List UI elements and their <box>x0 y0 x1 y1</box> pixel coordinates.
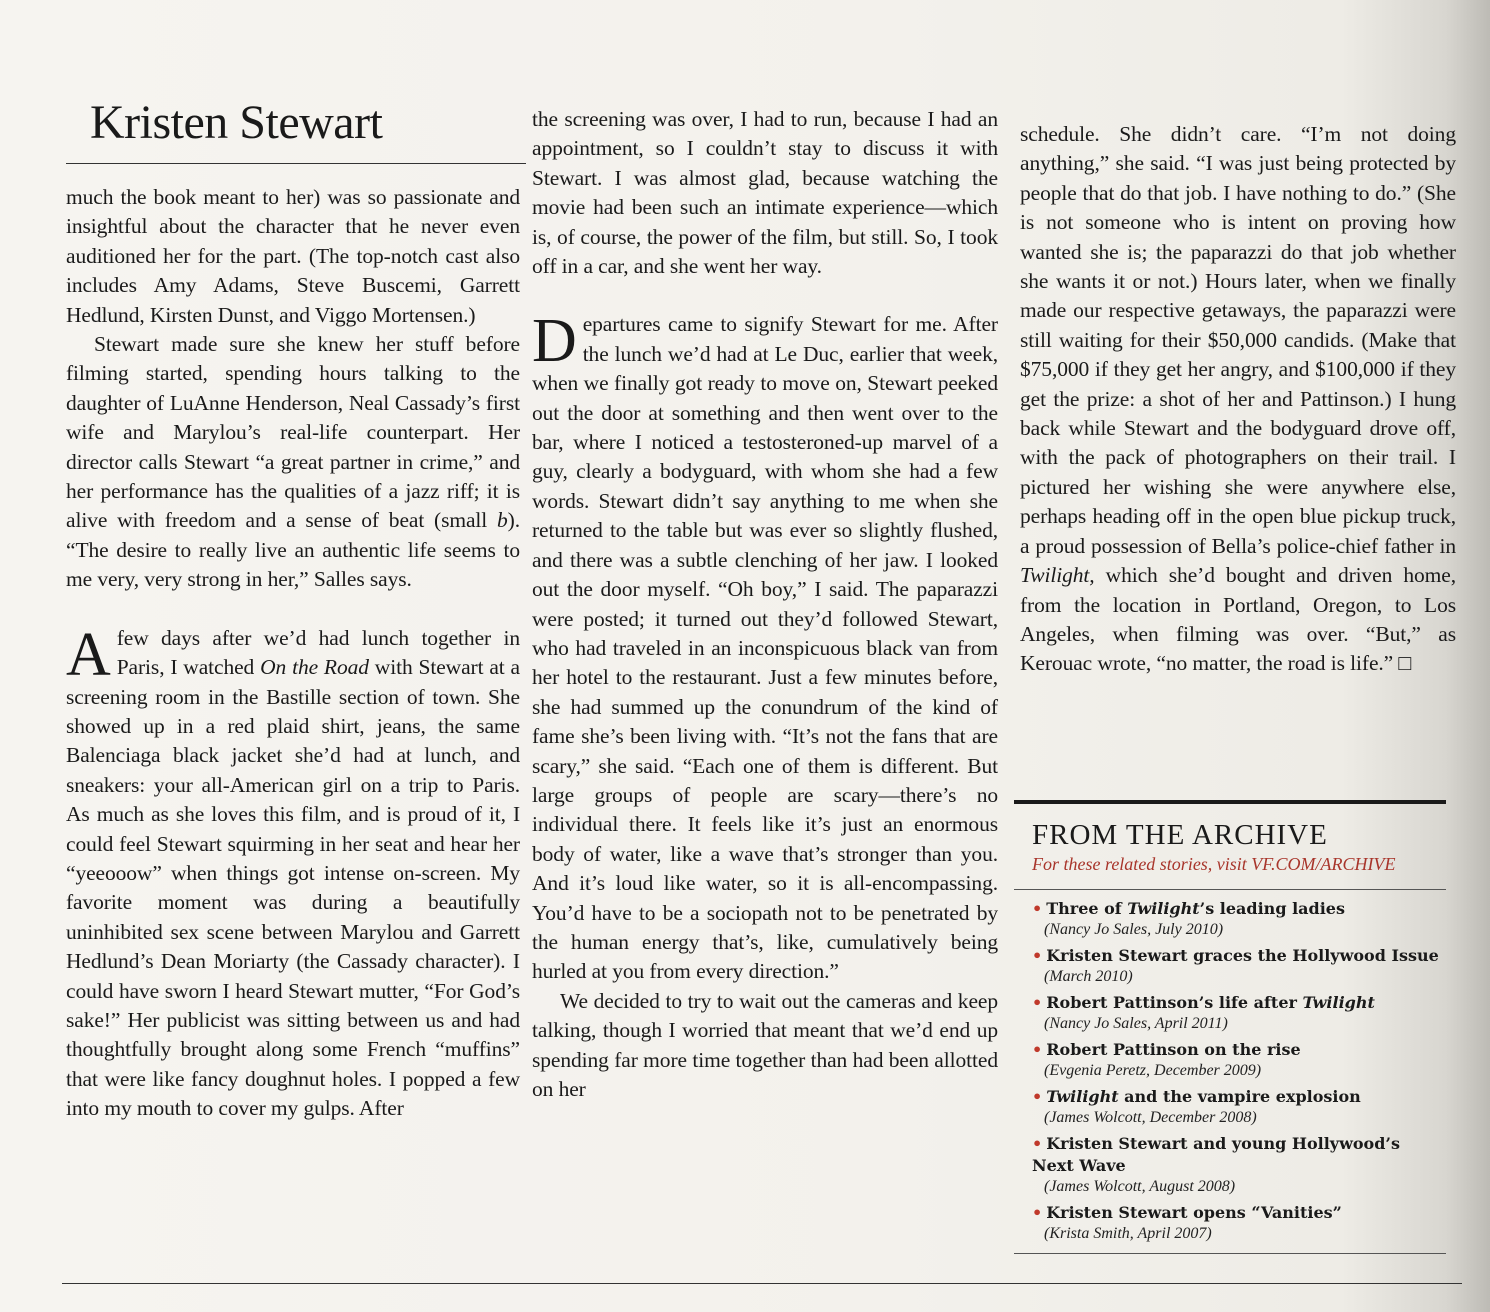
headline-text: ’s leading ladies <box>1199 899 1345 918</box>
column-3 <box>1020 120 1456 679</box>
archive-title: FROM THE ARCHIVE <box>1032 819 1328 851</box>
column-2 <box>532 105 998 1104</box>
bullet-icon: • <box>1032 1134 1043 1153</box>
archive-subtitle[interactable]: For these related stories, visit VF.COM/ARCHIVE <box>1032 854 1396 874</box>
archive-item-citation: (Nancy Jo Sales, July 2010) <box>1044 921 1224 938</box>
italic-text: b <box>497 508 508 533</box>
headline-text: Three of <box>1046 899 1128 918</box>
archive-item-citation: (March 2010) <box>1044 968 1133 985</box>
bullet-icon: • <box>1032 993 1043 1012</box>
headline-italic: Twilight <box>1127 899 1200 918</box>
archive-item-citation: (Krista Smith, April 2007) <box>1044 1225 1212 1242</box>
page-bottom-rule <box>62 1283 1462 1284</box>
paragraph <box>1020 120 1456 679</box>
text: schedule. She didn’t care. “I’m not doing anything,” she said. “I was just being protected by people that do that job. I have nothing to do.” (She is not someone who is intent on proving how wanted she is; the paparazzi do that job whether she wants it or not.) Hours later, when we finally made our respective getaways, the paparazzi were still waiting for their $50,000 candids. (Make that $75,000 if they get her angry, and $100,000 if they get the prize: a shot of her and Pattinson.) I hung back while Stewart and the bodyguard drove off, with the pack of photographers on their trail. I pictured her wishing she were anywhere else, perhaps heading off in the open blue pickup truck, a proud possession of Bella’s police-chief father in <box>1020 122 1456 558</box>
film-title: On the Road <box>260 655 369 680</box>
headline-text: and the vampire explosion <box>1118 1087 1361 1106</box>
archive-item-citation: (James Wolcott, August 2008) <box>1044 1178 1236 1195</box>
paragraph: We decided to try to wait out the cameras and keep talking, though I worried that meant that we’d end up spending far more time together than had been allotted on her <box>532 988 998 1101</box>
archive-rule <box>1014 800 1446 804</box>
headline-italic: Twilight <box>1046 1087 1119 1106</box>
archive-item[interactable] <box>1032 992 1446 1033</box>
archive-item-citation: (James Wolcott, December 2008) <box>1044 1109 1257 1126</box>
bullet-icon: • <box>1032 899 1043 918</box>
text: with Stewart at a screening room in the Bastille section of town. She showed up in a red plaid shirt, jeans, the same Balenciaga black jacket she’d had at lunch, and sneakers: your all-American girl on a trip to Paris. As much as she loves this film, and is proud of it, I could feel Stewart squirming in her seat and hear her “yeeooow” when things got intense on-screen. My favorite moment was during a beautifully uninhibited sex scene between Marylou and Garrett Hedlund’s Dean Moriarty (the Cassady character). I could have sworn I heard Stewart mutter, “For God’s sake!” Her publicist was sitting between us and had thoughtfully brought along some French “muffins” that were like fancy doughnut holes. I popped a few into my mouth to cover my gulps. After <box>66 655 520 1121</box>
archive-item-headline <box>1032 992 1446 1014</box>
text: ). “The desire to really live an authentic life seems to me very, very strong in her,” Salles says. <box>66 508 520 592</box>
archive-bottom-rule <box>1014 1253 1446 1254</box>
bullet-icon: • <box>1032 1040 1043 1059</box>
drop-cap: A <box>66 620 111 689</box>
archive-item-citation: (Evgenia Peretz, December 2009) <box>1044 1062 1262 1079</box>
archive-item-headline <box>1032 1039 1446 1061</box>
headline-text: Robert Pattinson’s life after <box>1046 993 1303 1012</box>
bullet-icon: • <box>1032 1087 1043 1106</box>
bullet-icon: • <box>1032 1203 1043 1222</box>
headline-text: Kristen Stewart opens “Vanities” <box>1046 1203 1342 1222</box>
archive-item-headline <box>1032 945 1446 967</box>
archive-item[interactable] <box>1032 1039 1446 1080</box>
archive-item-headline <box>1032 1202 1446 1224</box>
archive-item[interactable] <box>1032 898 1446 939</box>
article-title: Kristen Stewart <box>90 96 383 149</box>
drop-cap: D <box>532 307 577 376</box>
text: epartures came to signify Stewart for me. After the lunch we’d had at Le Duc, earlier that week, when we finally got ready to move on, Stewart peeked out the door at something and then went over to the bar, where I noticed a testosteroned-up marvel of a guy, clearly a bodyguard, with whom she had a few words. Stewart didn’t say anything to me when she returned to the table but was ever so slightly flushed, and there was a subtle clenching of her jaw. I looked out the door myself. “Oh boy,” I said. The paparazzi were posted; it turned out they’d followed Stewart, who had traveled in an inconspicuous black van from her hotel to the restaurant. Just a few minutes before, she had summed up the conundrum of the kind of fame she’s been living with. “It’s not the fans that are scary,” she said. “Each one of them is different. But large groups of people are scary—there’s no individual there. It feels like it’s just an enormous body of water, like a wave that’s stronger than you. And it’s loud like water, so it is all-encompassing. You’d have to be a sociopath not to be penetrated by the human energy that’s, like, cumulatively being hurled at you from every direction.” <box>532 312 998 984</box>
paragraph <box>66 330 520 595</box>
title-rule <box>66 163 526 164</box>
archive-item[interactable] <box>1032 1202 1446 1243</box>
paragraph: the screening was over, I had to run, because I had an appointment, so I couldn’t stay to discuss it with Stewart. I was almost glad, because watching the movie had been such an intimate experience—which is, of course, the power of the film, but still. So, I took off in a car, and she went her way. <box>532 107 998 279</box>
text: few days after we’d had lunch together in Paris, I watched <box>116 625 520 680</box>
archive-item[interactable] <box>1032 1133 1446 1196</box>
end-mark: □ <box>1398 651 1412 676</box>
archive-item[interactable] <box>1032 1086 1446 1127</box>
archive-divider <box>1014 889 1446 890</box>
headline-text: Robert Pattinson on the rise <box>1046 1040 1301 1059</box>
headline-text: Kristen Stewart graces the Hollywood Issue <box>1046 946 1439 965</box>
bullet-icon: • <box>1032 946 1043 965</box>
paragraph: much the book meant to her) was so passionate and insightful about the character that he never even auditioned her for the part. (The top-notch cast also includes Amy Adams, Steve Buscemi, Garrett Hedlund, Kirsten Dunst, and Viggo Mortensen.) <box>66 185 520 327</box>
column-1 <box>66 183 520 1124</box>
headline-text: Kristen Stewart and young Hollywood’s Next Wave <box>1032 1134 1400 1175</box>
film-title: Twilight, <box>1020 563 1095 588</box>
archive-item-headline <box>1032 1086 1446 1108</box>
paragraph <box>532 307 998 986</box>
headline-italic: Twilight <box>1302 993 1375 1012</box>
text: Stewart made sure she knew her stuff before filming started, spending hours talking to the daughter of LuAnne Henderson, Neal Cassady’s first wife and Marylou’s real-life counterpart. Her director calls Stewart “a great partner in crime,” and her performance has the qualities of a jazz riff; it is alive with freedom and a sense of beat (small <box>66 332 520 533</box>
archive-item-headline <box>1032 898 1446 920</box>
archive-box <box>1014 800 1446 1254</box>
text: which she’d bought and driven home, from the location in Portland, Oregon, to Los Angeles, when filming was over. “But,” as Kerouac wrote, “no matter, the road is life.” <box>1020 563 1456 676</box>
archive-list <box>1014 898 1446 1243</box>
archive-item[interactable] <box>1032 945 1446 986</box>
archive-item-citation: (Nancy Jo Sales, April 2011) <box>1044 1015 1228 1032</box>
paragraph <box>66 620 520 1124</box>
archive-item-headline <box>1032 1133 1446 1177</box>
